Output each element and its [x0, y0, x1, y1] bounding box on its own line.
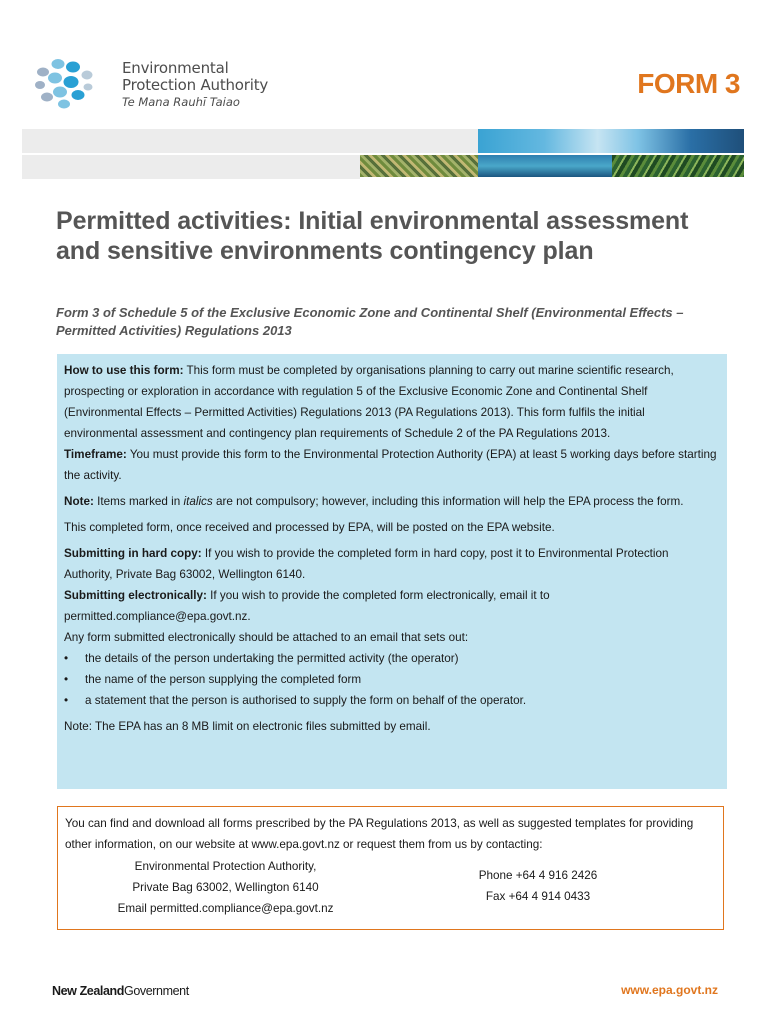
banner-clouds-image [478, 129, 744, 153]
timeframe-label: Timeframe: [64, 448, 127, 461]
bullet-icon: • [64, 652, 69, 665]
contact-intro: You can find and download all forms prescribed by the PA Regulations 2013, as well as suggested templates for providing other information, on our website at www.epa.govt.nz or request them from us by contacting: [65, 817, 694, 851]
nz-government-logo-nz: New Zealand [52, 984, 125, 998]
how-to-use-label: How to use this form: [64, 364, 184, 377]
contact-address-line1: Environmental Protection Authority, [134, 860, 317, 873]
organisation-name [122, 60, 268, 109]
email-requirements-list [64, 648, 719, 711]
contact-email[interactable]: Email permitted.compliance@epa.govt.nz [117, 902, 334, 915]
bullet-icon: • [64, 694, 69, 707]
note-italic-word: italics [183, 495, 213, 508]
electronic-text: If you wish to provide the completed form electronically, email it to permitted.compliance@epa.govt.nz. [64, 589, 550, 623]
page-subtitle: Form 3 of Schedule 5 of the Exclusive Economic Zone and Continental Shelf (Environmental Effects – Permitted Activities) Regulations 2013 [56, 305, 684, 338]
nz-government-logo [52, 984, 189, 998]
hardcopy-text: If you wish to provide the completed form in hard copy, post it to Environmental Protection Authority, Private Bag 63002, Wellington 6140. [64, 547, 669, 581]
electronic-paragraph [64, 585, 719, 627]
list-item-text: the details of the person undertaking the permitted activity (the operator) [85, 652, 459, 665]
email-intro-paragraph: Any form submitted electronically should be attached to an email that sets out: [64, 631, 469, 644]
org-name-line2: Protection Authority [122, 76, 269, 95]
nz-government-logo-word: Government [124, 984, 189, 998]
hardcopy-label: Submitting in hard copy: [64, 547, 202, 560]
note-text-after: are not compulsory; however, including this information will help the EPA process the form. [212, 495, 684, 508]
file-size-note: Note: The EPA has an 8 MB limit on electronic files submitted by email. [64, 720, 431, 733]
contact-phone: Phone +64 4 916 2426 [478, 869, 598, 882]
page-title: Permitted activities: Initial environmental assessment and sensitive environments contingency plan [56, 207, 689, 265]
hardcopy-paragraph [64, 543, 719, 585]
bullet-icon: • [64, 673, 69, 686]
list-item [64, 669, 719, 690]
note-text-before: Items marked in [93, 495, 184, 508]
org-maori-name: Te Mana Rauhī Taiao [122, 94, 240, 109]
posted-paragraph: This completed form, once received and processed by EPA, will be posted on the EPA website. [64, 521, 555, 534]
list-item [64, 648, 719, 669]
list-item-text: a statement that the person is authorised to supply the form on behalf of the operator. [85, 694, 527, 707]
contact-fax: Fax +64 4 914 0433 [485, 890, 591, 903]
banner-moss-image [360, 155, 478, 177]
how-to-use-text: This form must be completed by organisations planning to carry out marine scientific research, prospecting or exploration in accordance with regulation 5 of the Exclusive Economic Zone and Continental Shelf (Environmental Effects – Permitted Activities) Regulations 2013 (PA Regulations 2013). This form fulfils the initial environmental assessment and contingency plan requirements of Schedule 2 of the PA Regulations 2013. [64, 364, 674, 440]
contact-address [103, 856, 348, 919]
list-item-text: the name of the person supplying the completed form [85, 673, 362, 686]
list-item [64, 690, 719, 711]
note-paragraph [64, 491, 719, 512]
banner-grey-bar-top [22, 129, 478, 153]
note-label: Note: [64, 495, 94, 508]
form-number: FORM 3 [637, 68, 740, 99]
banner-grey-bar-bottom [22, 155, 360, 179]
timeframe-text: You must provide this form to the Environmental Protection Authority (EPA) at least 5 working days before starting the activity. [64, 448, 717, 482]
instructions-box [57, 354, 727, 789]
electronic-label: Submitting electronically: [64, 589, 207, 602]
banner-fern-image [612, 155, 744, 177]
contact-box [57, 806, 724, 930]
how-to-use-paragraph [64, 360, 719, 444]
contact-phone-fax [453, 865, 623, 907]
contact-address-line2: Private Bag 63002, Wellington 6140 [132, 881, 319, 894]
timeframe-paragraph [64, 444, 719, 486]
banner-water-image [478, 155, 612, 177]
org-name-line1: Environmental [122, 59, 229, 77]
website-link[interactable]: www.epa.govt.nz [621, 983, 718, 997]
epa-logo-icon [34, 55, 94, 109]
